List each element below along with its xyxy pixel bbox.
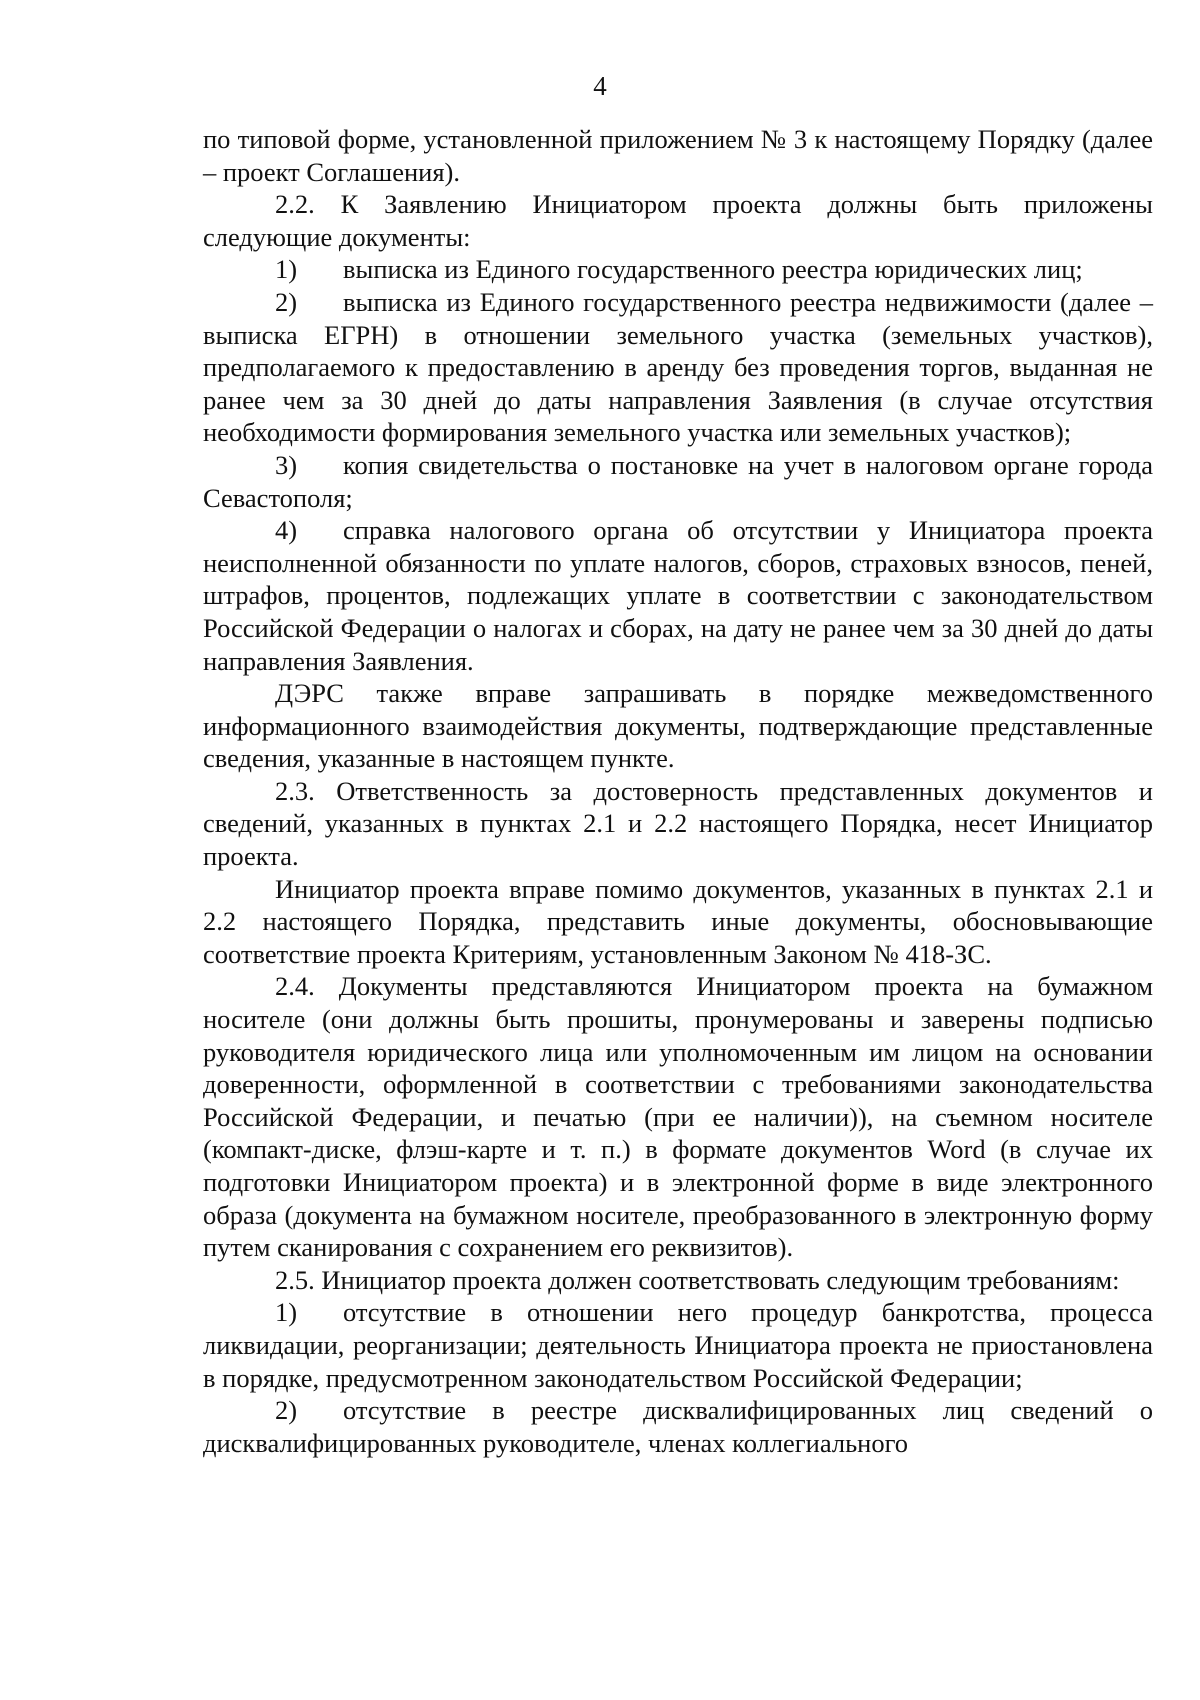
list-item [203,286,1153,449]
list-item-number: 4) [275,515,298,546]
list-item [203,449,1153,514]
list-item [203,1296,1153,1394]
list-item [203,514,1153,677]
paragraph-ders: ДЭРС также вправе запрашивать в порядке межведомственного информационного взаимодействия документы, подтверждающие представленные сведения, указанные в настоящем пункте. [203,678,1153,774]
paragraph-continuation: по типовой форме, установленной приложением № 3 к настоящему Порядку (далее – проект Соглашения). [203,124,1153,187]
list-item-text: выписка из Единого государственного реестра недвижимости (далее – выписка ЕГРН) в отношении земельного участка (земельных участков), предполагаемого к предоставлению в аренду без проведения торгов, выданная не ранее чем за 30 дней до даты направления Заявления (в случае отсутствия необходимости формирования земельного участка или земельных участков); [203,286,1153,448]
list-item [203,253,1153,286]
list-item-number: 1) [275,1297,298,1328]
list-item-number: 3) [275,449,298,480]
list-item [203,1394,1153,1459]
paragraph-initiator-rights: Инициатор проекта вправе помимо документов, указанных в пунктах 2.1 и 2.2 настоящего Порядка, представить иные документы, обосновывающие соответствие проекта Критериям, установленным Законом № 418-ЗС. [203,873,1153,969]
list-item-number: 1) [275,254,298,285]
list-item-number: 2) [275,1395,298,1426]
paragraph-2-3: 2.3. Ответственность за достоверность представленных документов и сведений, указанных в пунктах 2.1 и 2.2 настоящего Порядка, несет Инициатор проекта. [203,775,1153,872]
list-item-text: отсутствие в отношении него процедур банкротства, процесса ликвидации, реорганизации; деятельность Инициатора проекта не приостановлена в порядке, предусмотренном законодательством Российской Федерации; [203,1297,1153,1393]
paragraph-2-5: 2.5. Инициатор проекта должен соответствовать следующим требованиям: [275,1264,1120,1295]
list-item-text: справка налогового органа об отсутствии у Инициатора проекта неисполненной обязанности по уплате налогов, сборов, страховых взносов, пеней, штрафов, процентов, подлежащих уплате в соответствии с законодательством Российской Федерации о налогах и сборах, на дату не ранее чем за 30 дней до даты направления Заявления. [203,515,1153,676]
list-item-number: 2) [275,286,298,317]
page-number: 4 [593,71,607,101]
paragraph-2-4: 2.4. Документы представляются Инициатором проекта на бумажном носителе (они должны быть прошиты, пронумерованы и заверены подписью руководителя юридического лица или уполномоченным им лицом на основании доверенности, оформленной в соответствии с требованиями законодательства Российской Федерации, и печатью (при ее наличии)), на съемном носителе (компакт-диске, флэш-карте и т. п.) в формате документов Word (в случае их подготовки Инициатором проекта) и в электронной форме в виде электронного образа (документа на бумажном носителе, преобразованного в электронную форму путем сканирования с сохранением его реквизитов). [203,971,1153,1263]
list-item-text: копия свидетельства о постановке на учет в налоговом органе города Севастополя; [203,449,1153,513]
list-item-text: отсутствие в реестре дисквалифицированных лиц сведений о дисквалифицированных руководителе, членах коллегиального [203,1395,1153,1458]
document-body [203,123,1153,1459]
list-item-text: выписка из Единого государственного реестра юридических лиц; [343,254,1083,285]
paragraph-2-2: 2.2. К Заявлению Инициатором проекта должны быть приложены следующие документы: [203,189,1153,252]
